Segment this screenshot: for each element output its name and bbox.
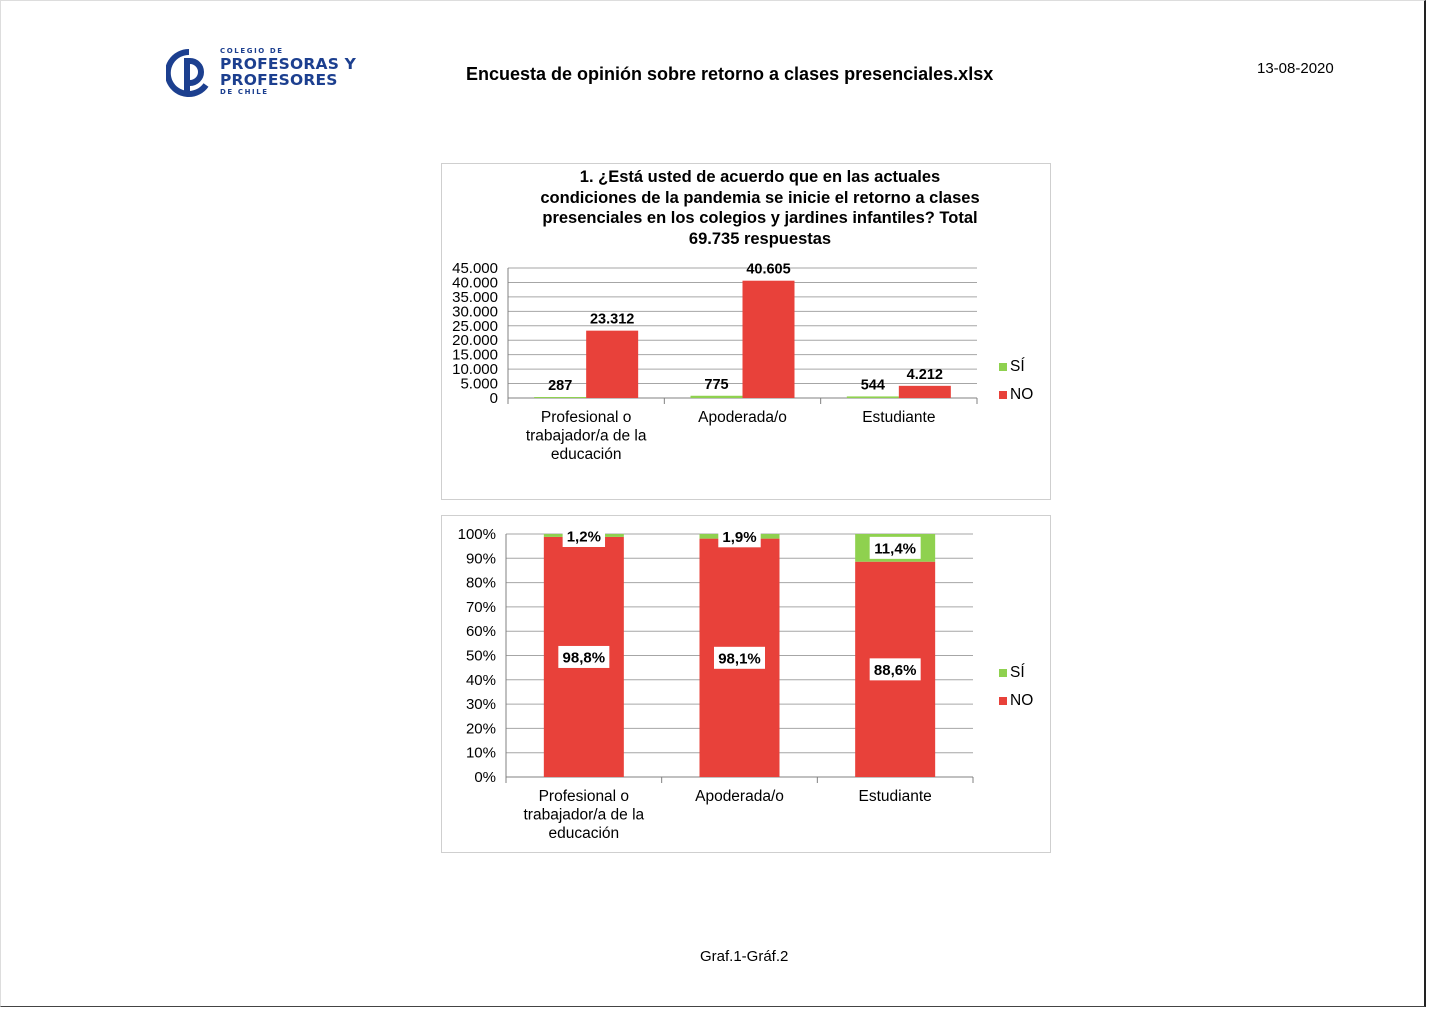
- y-tick-label: 0: [489, 390, 498, 407]
- footer-label: Graf.1-Gráf.2: [700, 948, 789, 965]
- data-label: 11,4%: [874, 540, 917, 558]
- x-category-label: trabajador/a de la: [525, 427, 647, 445]
- legend-label: SÍ: [1010, 358, 1025, 375]
- bar-si: [691, 396, 743, 398]
- logo-line-4: DE CHILE: [220, 88, 269, 96]
- x-category-label: educación: [548, 825, 620, 842]
- y-tick-label: 0%: [474, 769, 496, 786]
- chart-title-line: 1. ¿Está usted de acuerdo que en las actuales: [579, 168, 941, 186]
- y-tick-label: 45.000: [452, 260, 498, 277]
- logo: [166, 46, 366, 100]
- data-label: 98,8%: [562, 649, 606, 667]
- data-label: 775: [704, 376, 729, 393]
- y-tick-label: 70%: [465, 598, 496, 616]
- data-label: 88,6%: [873, 661, 917, 679]
- x-category-label: educación: [550, 446, 622, 463]
- chart-absolute-responses: [441, 163, 1051, 500]
- y-tick-label: 30%: [465, 696, 496, 714]
- chart-title-line: condiciones de la pandemia se inicie el retorno a clases: [540, 188, 980, 207]
- chart-title-line: presenciales en los colegios y jardines infantiles? Total: [542, 209, 978, 227]
- data-label: 4.212: [906, 366, 943, 383]
- y-tick-label: 5.000: [460, 375, 498, 393]
- logo-line-1: COLEGIO DE: [220, 47, 284, 55]
- y-tick-label: 60%: [465, 623, 496, 641]
- y-tick-label: 25.000: [452, 317, 498, 335]
- legend-swatch: [999, 669, 1007, 677]
- data-label: 287: [548, 378, 573, 394]
- legend-swatch: [999, 391, 1007, 399]
- y-tick-label: 20.000: [452, 332, 498, 350]
- data-label: 98,1%: [718, 650, 761, 668]
- bar-no: [899, 386, 951, 398]
- chart-percent-responses: [441, 515, 1051, 853]
- logo-line-3: PROFESORES: [220, 71, 338, 89]
- y-tick-label: 20%: [465, 720, 496, 738]
- legend-swatch: [999, 697, 1007, 705]
- document-title: Encuesta de opinión sobre retorno a clases presenciales.xlsx: [466, 64, 994, 84]
- logo-text: [220, 47, 356, 97]
- y-tick-label: 10.000: [452, 361, 498, 379]
- y-tick-label: 50%: [465, 647, 496, 665]
- logo-line-2: PROFESORAS Y: [220, 55, 357, 73]
- x-category-label: Estudiante: [862, 409, 936, 426]
- x-category-label: Estudiante: [858, 788, 932, 805]
- y-tick-label: 100%: [457, 526, 496, 543]
- chart-title-line: 69.735 respuestas: [688, 229, 832, 248]
- bar-si: [534, 397, 586, 398]
- legend-swatch: [999, 363, 1007, 371]
- y-tick-label: 10%: [465, 744, 496, 762]
- y-tick-label: 15.000: [452, 346, 498, 364]
- legend-label: NO: [1010, 386, 1034, 403]
- bar-no: [743, 281, 795, 398]
- legend-label: NO: [1010, 692, 1034, 709]
- y-tick-label: 90%: [465, 550, 496, 568]
- data-label: 544: [860, 377, 885, 394]
- y-tick-label: 40%: [465, 671, 496, 689]
- bar-si: [847, 396, 899, 398]
- x-category-label: Profesional o: [538, 788, 630, 805]
- y-tick-label: 40.000: [452, 274, 498, 292]
- data-label: 1,9%: [722, 528, 757, 546]
- data-label: 1,2%: [566, 528, 601, 546]
- y-tick-label: 35.000: [452, 288, 498, 306]
- x-category-label: Apoderada/o: [698, 409, 787, 426]
- x-category-label: trabajador/a de la: [523, 806, 645, 824]
- logo-mark-icon: [166, 48, 212, 98]
- chart-plot: [442, 164, 1050, 499]
- y-tick-label: 30.000: [452, 303, 498, 321]
- y-tick-label: 80%: [465, 574, 496, 592]
- x-category-label: Profesional o: [540, 409, 632, 426]
- bar-no: [586, 331, 638, 398]
- x-category-label: Apoderada/o: [695, 788, 784, 805]
- data-label: 40.605: [746, 261, 791, 278]
- data-label: 23.312: [589, 311, 635, 328]
- document-date: 13-08-2020: [1257, 60, 1334, 77]
- chart-plot: [442, 516, 1050, 852]
- legend-label: SÍ: [1010, 664, 1025, 681]
